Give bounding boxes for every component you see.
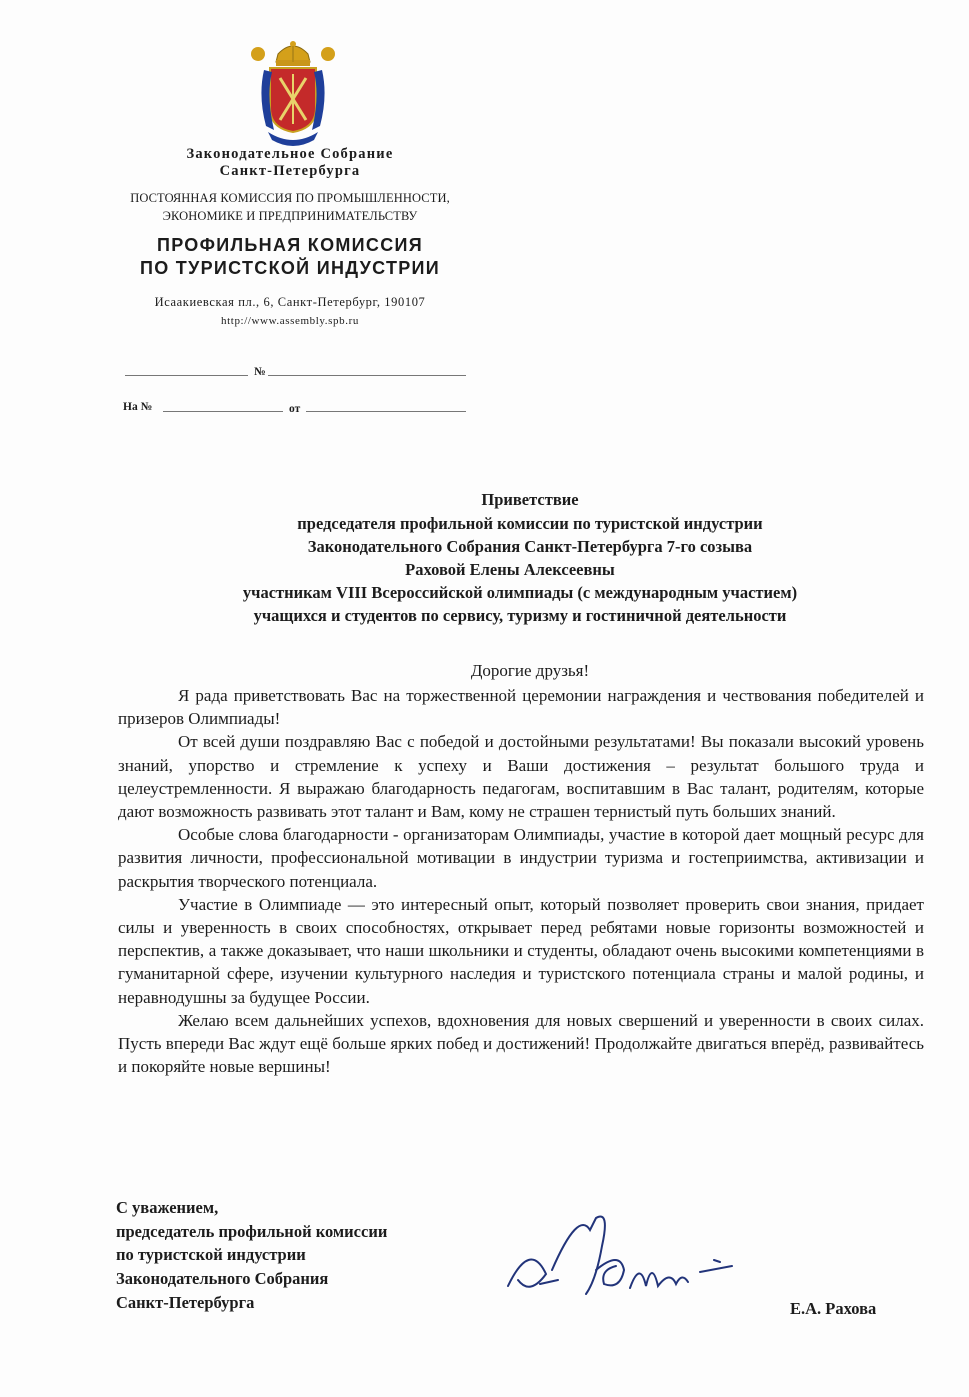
address: Исаакиевская пл., 6, Санкт-Петербург, 190107 xyxy=(154,295,426,309)
handwritten-signature-icon xyxy=(500,1200,740,1312)
paragraph-2: От всей души поздравляю Вас с победой и достойными результатами! Вы показали высокий уровень знаний, упорство и стремление к успеху и Ваши достижения – результат большого труда и целеустремленности. Я выражаю благодарность педагогам, воспитавшим в Вас талант, родителям, которые дают возможность развивать этот талант и Вам, кому не страшен тернистый путь больших знаний. xyxy=(118,732,924,822)
title-line3: Законодательного Собрания Санкт-Петербурга 7-го созыва xyxy=(307,537,753,556)
reply-date-line xyxy=(306,411,466,412)
reply-number-line xyxy=(163,411,283,412)
signature-line5: Санкт-Петербурга xyxy=(116,1293,255,1312)
committee-line2: ЭКОНОМИКЕ И ПРЕДПРИНИМАТЕЛЬСТВУ xyxy=(162,209,418,223)
profile-committee-line2: ПО ТУРИСТСКОЙ ИНДУСТРИИ xyxy=(139,258,441,278)
reply-to-label: На № xyxy=(123,401,153,413)
spb-coat-of-arms-icon xyxy=(248,36,338,148)
paragraph-4: Участие в Олимпиаде — это интересный опыт, который позволяет проверить свои знания, придает силы и уверенность в своих способностях, открывает перед ребятами новые горизонты возможностей и перспектив, а также доказывает, что наши школьники и студенты, обладают очень высокими компетенциями в гуманитарной сфере, изучении культурного наследия и туристского потенциала страны и малой родины, и неравнодушны за будущее России. xyxy=(118,894,924,1007)
greeting: Дорогие друзья! xyxy=(470,661,590,680)
paragraph-1: Я рада приветствовать Вас на торжественной церемонии награждения и чествования победителей и призеров Олимпиады! xyxy=(118,686,924,729)
org-name-line1: Законодательное Собрание xyxy=(186,146,394,162)
committee-line1: ПОСТОЯННАЯ КОМИССИЯ ПО ПРОМЫШЛЕННОСТИ, xyxy=(130,191,450,205)
title-line6: учащихся и студентов по сервису, туризму и гостиничной деятельности xyxy=(253,606,787,625)
signature-line1: С уважением, xyxy=(116,1198,219,1217)
signature-line3: по туристской индустрии xyxy=(116,1245,306,1264)
profile-committee-line1: ПРОФИЛЬНАЯ КОМИССИЯ xyxy=(156,235,423,255)
outgoing-date-line xyxy=(125,375,248,376)
website: http://www.assembly.spb.ru xyxy=(221,315,359,327)
number-label: № xyxy=(254,366,266,378)
paragraph-5: Желаю всем дальнейших успехов, вдохновения для новых свершений и уверенности в своих силах. Пусть впереди Вас ждут ещё больше ярких побед и достижений! Продолжайте двигаться вперёд, развивайтесь и покоряйте новые вершины! xyxy=(118,1010,924,1077)
title-line4: Раховой Елены Алексеевны xyxy=(405,560,615,579)
title-line1: Приветствие xyxy=(481,490,579,509)
outgoing-number-line xyxy=(268,375,466,376)
paragraph-3: Особые слова благодарности - организаторам Олимпиады, участие в которой дает мощный ресурс для развития личности, профессиональной мотивации в индустрии туризма и гостеприимства, активизации и раскрытия творческого потенциала. xyxy=(118,825,924,891)
signature-line4: Законодательного Собрания xyxy=(116,1269,329,1288)
org-name-line2: Санкт-Петербурга xyxy=(219,163,361,179)
signer-name: Е.А. Рахова xyxy=(790,1299,877,1318)
letter-body xyxy=(118,684,924,1078)
title-line5: участникам VIII Всероссийской олимпиады (с международным участием) xyxy=(242,583,798,602)
from-label: от xyxy=(289,403,301,415)
signature-line2: председатель профильной комиссии xyxy=(116,1222,388,1241)
title-line2: председателя профильной комиссии по туристской индустрии xyxy=(297,514,763,533)
